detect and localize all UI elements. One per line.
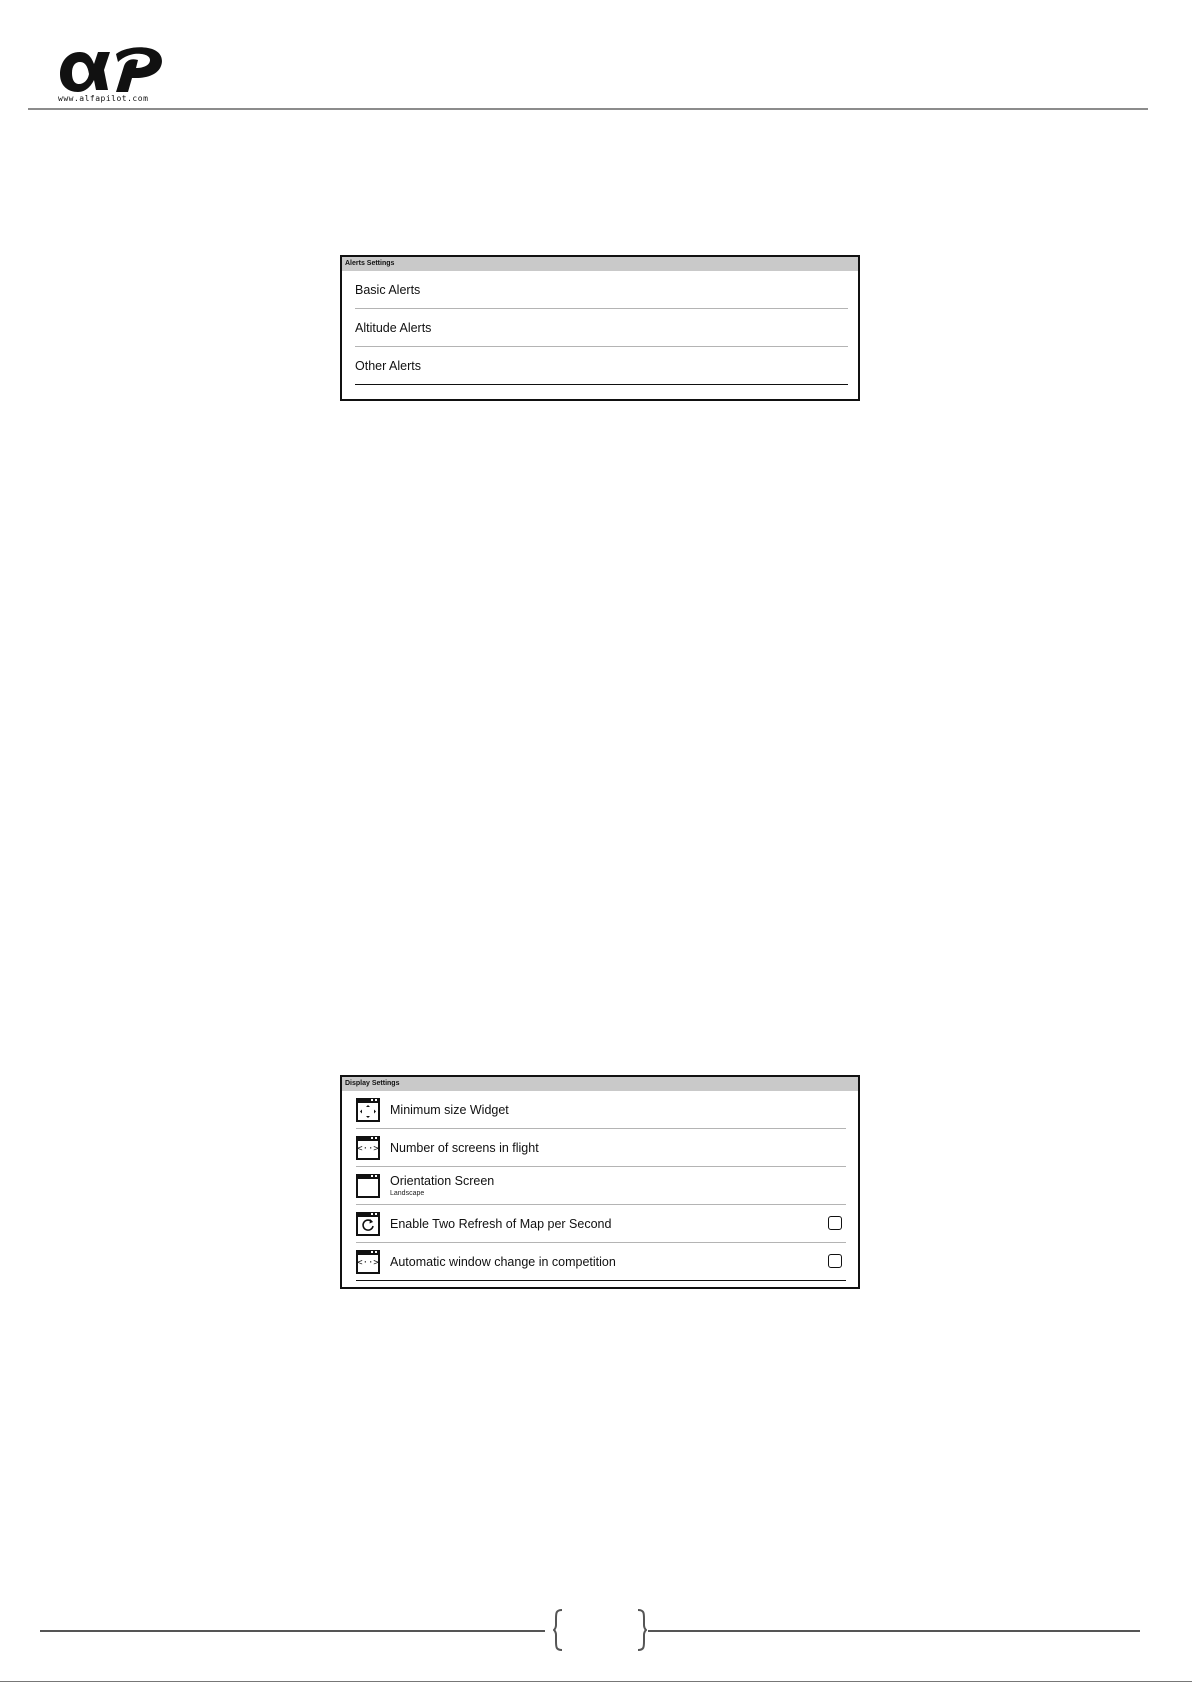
refresh-icon: [356, 1212, 380, 1236]
header-divider: [28, 108, 1148, 110]
setting-number-of-screens[interactable]: [356, 1129, 846, 1167]
setting-automatic-window-change[interactable]: [356, 1243, 846, 1281]
setting-label: Automatic window change in competition: [390, 1254, 616, 1269]
auto-window-checkbox[interactable]: [828, 1254, 842, 1268]
page-bracket-right-icon: [637, 1609, 647, 1651]
menu-item-basic-alerts[interactable]: [355, 271, 848, 309]
menu-item-label: Other Alerts: [355, 358, 421, 373]
window-icon: [356, 1174, 380, 1198]
alfapilot-logo: [58, 44, 168, 108]
setting-orientation-screen[interactable]: [356, 1167, 846, 1205]
page-bracket-left-icon: [553, 1609, 563, 1651]
website-url: www.alfapilot.com: [58, 94, 149, 103]
screens-arrows-icon: [356, 1136, 380, 1160]
setting-value: Landscape: [390, 1190, 425, 1197]
panel-title: Display Settings: [342, 1077, 858, 1091]
panel-title: Alerts Settings: [342, 257, 858, 271]
setting-label: Orientation Screen: [390, 1174, 495, 1188]
setting-label: Minimum size Widget: [390, 1102, 509, 1117]
menu-item-other-alerts[interactable]: [355, 347, 848, 385]
display-settings-panel: [340, 1075, 860, 1289]
setting-two-refresh-map[interactable]: [356, 1205, 846, 1243]
arrows-glyph: <··>: [357, 1143, 379, 1154]
alerts-settings-panel: [340, 255, 860, 401]
menu-item-altitude-alerts[interactable]: [355, 309, 848, 347]
menu-item-label: Altitude Alerts: [355, 320, 432, 335]
refresh-glyph: [361, 1218, 375, 1232]
arrows-glyph: <··>: [357, 1257, 379, 1268]
screens-arrows-icon: [356, 1250, 380, 1274]
resize-arrows-glyph: [359, 1104, 377, 1119]
alfapilot-logo-mark: [58, 44, 168, 94]
resize-widget-icon: [356, 1098, 380, 1122]
refresh-checkbox[interactable]: [828, 1216, 842, 1230]
menu-item-label: Basic Alerts: [355, 282, 421, 297]
setting-label: Enable Two Refresh of Map per Second: [390, 1216, 612, 1231]
setting-minimum-size-widget[interactable]: [356, 1091, 846, 1129]
footer-divider-left: [40, 1630, 545, 1632]
page-bottom-edge: [0, 1681, 1192, 1682]
setting-label: Number of screens in flight: [390, 1140, 539, 1155]
footer-divider-right: [648, 1630, 1140, 1632]
